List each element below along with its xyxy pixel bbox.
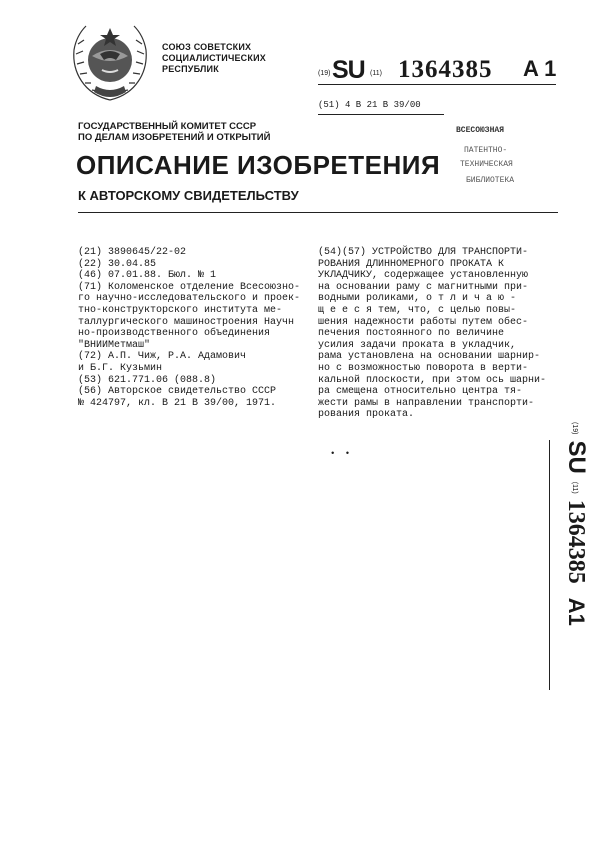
union-line-2: СОЦИАЛИСТИЧЕСКИХ: [162, 53, 266, 63]
side-code-19: (19): [571, 422, 578, 435]
abstract-line: водными роликами, о т л и ч а ю -: [318, 293, 517, 305]
patent-kind: A 1: [523, 56, 557, 81]
title-divider: [78, 212, 558, 213]
abstract-line: (54)(57) УСТРОЙСТВО ДЛЯ ТРАНСПОРТИ-: [318, 247, 529, 258]
abstract-line: усилия задачи проката в укладчик,: [318, 339, 517, 351]
biblio-line: но-производственного объединения: [78, 328, 271, 340]
biblio-line: (72) А.П. Чиж, Р.А. Адамович: [78, 351, 247, 363]
biblio-line: (53) 621.771.06 (088.8): [78, 374, 217, 386]
abstract: [318, 247, 554, 421]
side-patent-kind: A1: [564, 597, 589, 626]
biblio-line: № 424797, кл. В 21 В 39/00, 1971.: [78, 397, 277, 409]
side-patent-number: 1364385: [563, 499, 589, 584]
code-19: (19): [318, 70, 331, 77]
side-patent-code: [520, 422, 608, 712]
header-divider: [318, 84, 556, 85]
ipc-divider: [318, 114, 444, 115]
abstract-line: шения надежности работы путем обес-: [318, 316, 529, 328]
abstract-line: на основании раму с магнитными при-: [318, 281, 529, 293]
abstract-line: печения постоянного по величине: [318, 328, 505, 340]
abstract-line: рама установлена на основании шарнир-: [318, 351, 541, 363]
stamp-line-4: БИБЛИОТЕКА: [466, 176, 515, 185]
biblio-line: и Б.Г. Кузьмин: [78, 362, 163, 374]
stamp-line-3: ТЕХНИЧЕСКАЯ: [460, 160, 513, 169]
library-stamp: [444, 120, 552, 196]
stamp-line-1: ВСЕСОЮЗНАЯ: [456, 126, 505, 135]
union-line-3: РЕСПУБЛИК: [162, 64, 219, 74]
side-code-11: (11): [571, 481, 578, 494]
bibliographic-data: [78, 247, 310, 409]
biblio-line: тно-конструкторского института ме-: [78, 304, 283, 316]
biblio-line: (56) Авторское свидетельство СССР: [78, 386, 277, 398]
stamp-line-2: ПАТЕНТНО-: [464, 146, 508, 155]
biblio-line: (21) 3890645/22-02: [78, 247, 187, 258]
committee: [78, 121, 270, 143]
patent-number: 1364385: [398, 56, 493, 83]
code-11: (11): [370, 70, 382, 77]
abstract-line: щ е е с я тем, что, с целью повы-: [318, 304, 517, 316]
biblio-line: го научно-исследовательского и проек-: [78, 293, 301, 305]
abstract-line: ра смещена относительно центра тя-: [318, 386, 523, 398]
biblio-line: (71) Коломенское отделение Всесоюзно-: [78, 281, 301, 293]
abstract-line: УКЛАДЧИКУ, содержащее установленную: [318, 270, 529, 282]
union-line-1: СОЮЗ СОВЕТСКИХ: [162, 42, 252, 52]
committee-line-1: ГОСУДАРСТВЕННЫЙ КОМИТЕТ СССР: [78, 121, 257, 132]
patent-header: [318, 56, 558, 82]
ipc-classification: (51) 4 В 21 В 39/00: [318, 100, 421, 110]
abstract-line: кальной плоскости, при этом ось шарни-: [318, 374, 547, 386]
abstract-line: рования проката.: [318, 409, 415, 421]
biblio-line: (46) 07.01.88. Бюл. № 1: [78, 270, 217, 282]
document-subtitle: К АВТОРСКОМУ СВИДЕТЕЛЬСТВУ: [78, 188, 299, 203]
abstract-line: РОВАНИЯ ДЛИННОМЕРНОГО ПРОКАТА К: [318, 258, 505, 270]
separator-dots: • •: [330, 449, 353, 459]
abstract-line: жести рамы в направлении транспорти-: [318, 397, 535, 409]
document-title: ОПИСАНИЕ ИЗОБРЕТЕНИЯ: [76, 150, 441, 180]
biblio-line: таллургического машиностроения Научн: [78, 316, 295, 328]
ussr-emblem-icon: [64, 14, 156, 106]
country-code: SU: [332, 56, 365, 84]
committee-line-2: ПО ДЕЛАМ ИЗОБРЕТЕНИЙ И ОТКРЫТИЙ: [78, 132, 271, 143]
union-name: [162, 42, 266, 75]
abstract-line: но с возможностью поворота в верти-: [318, 362, 529, 374]
biblio-line: (22) 30.04.85: [78, 258, 157, 270]
biblio-line: "ВНИИМетмаш": [78, 339, 151, 351]
side-country-code: SU: [563, 440, 590, 474]
